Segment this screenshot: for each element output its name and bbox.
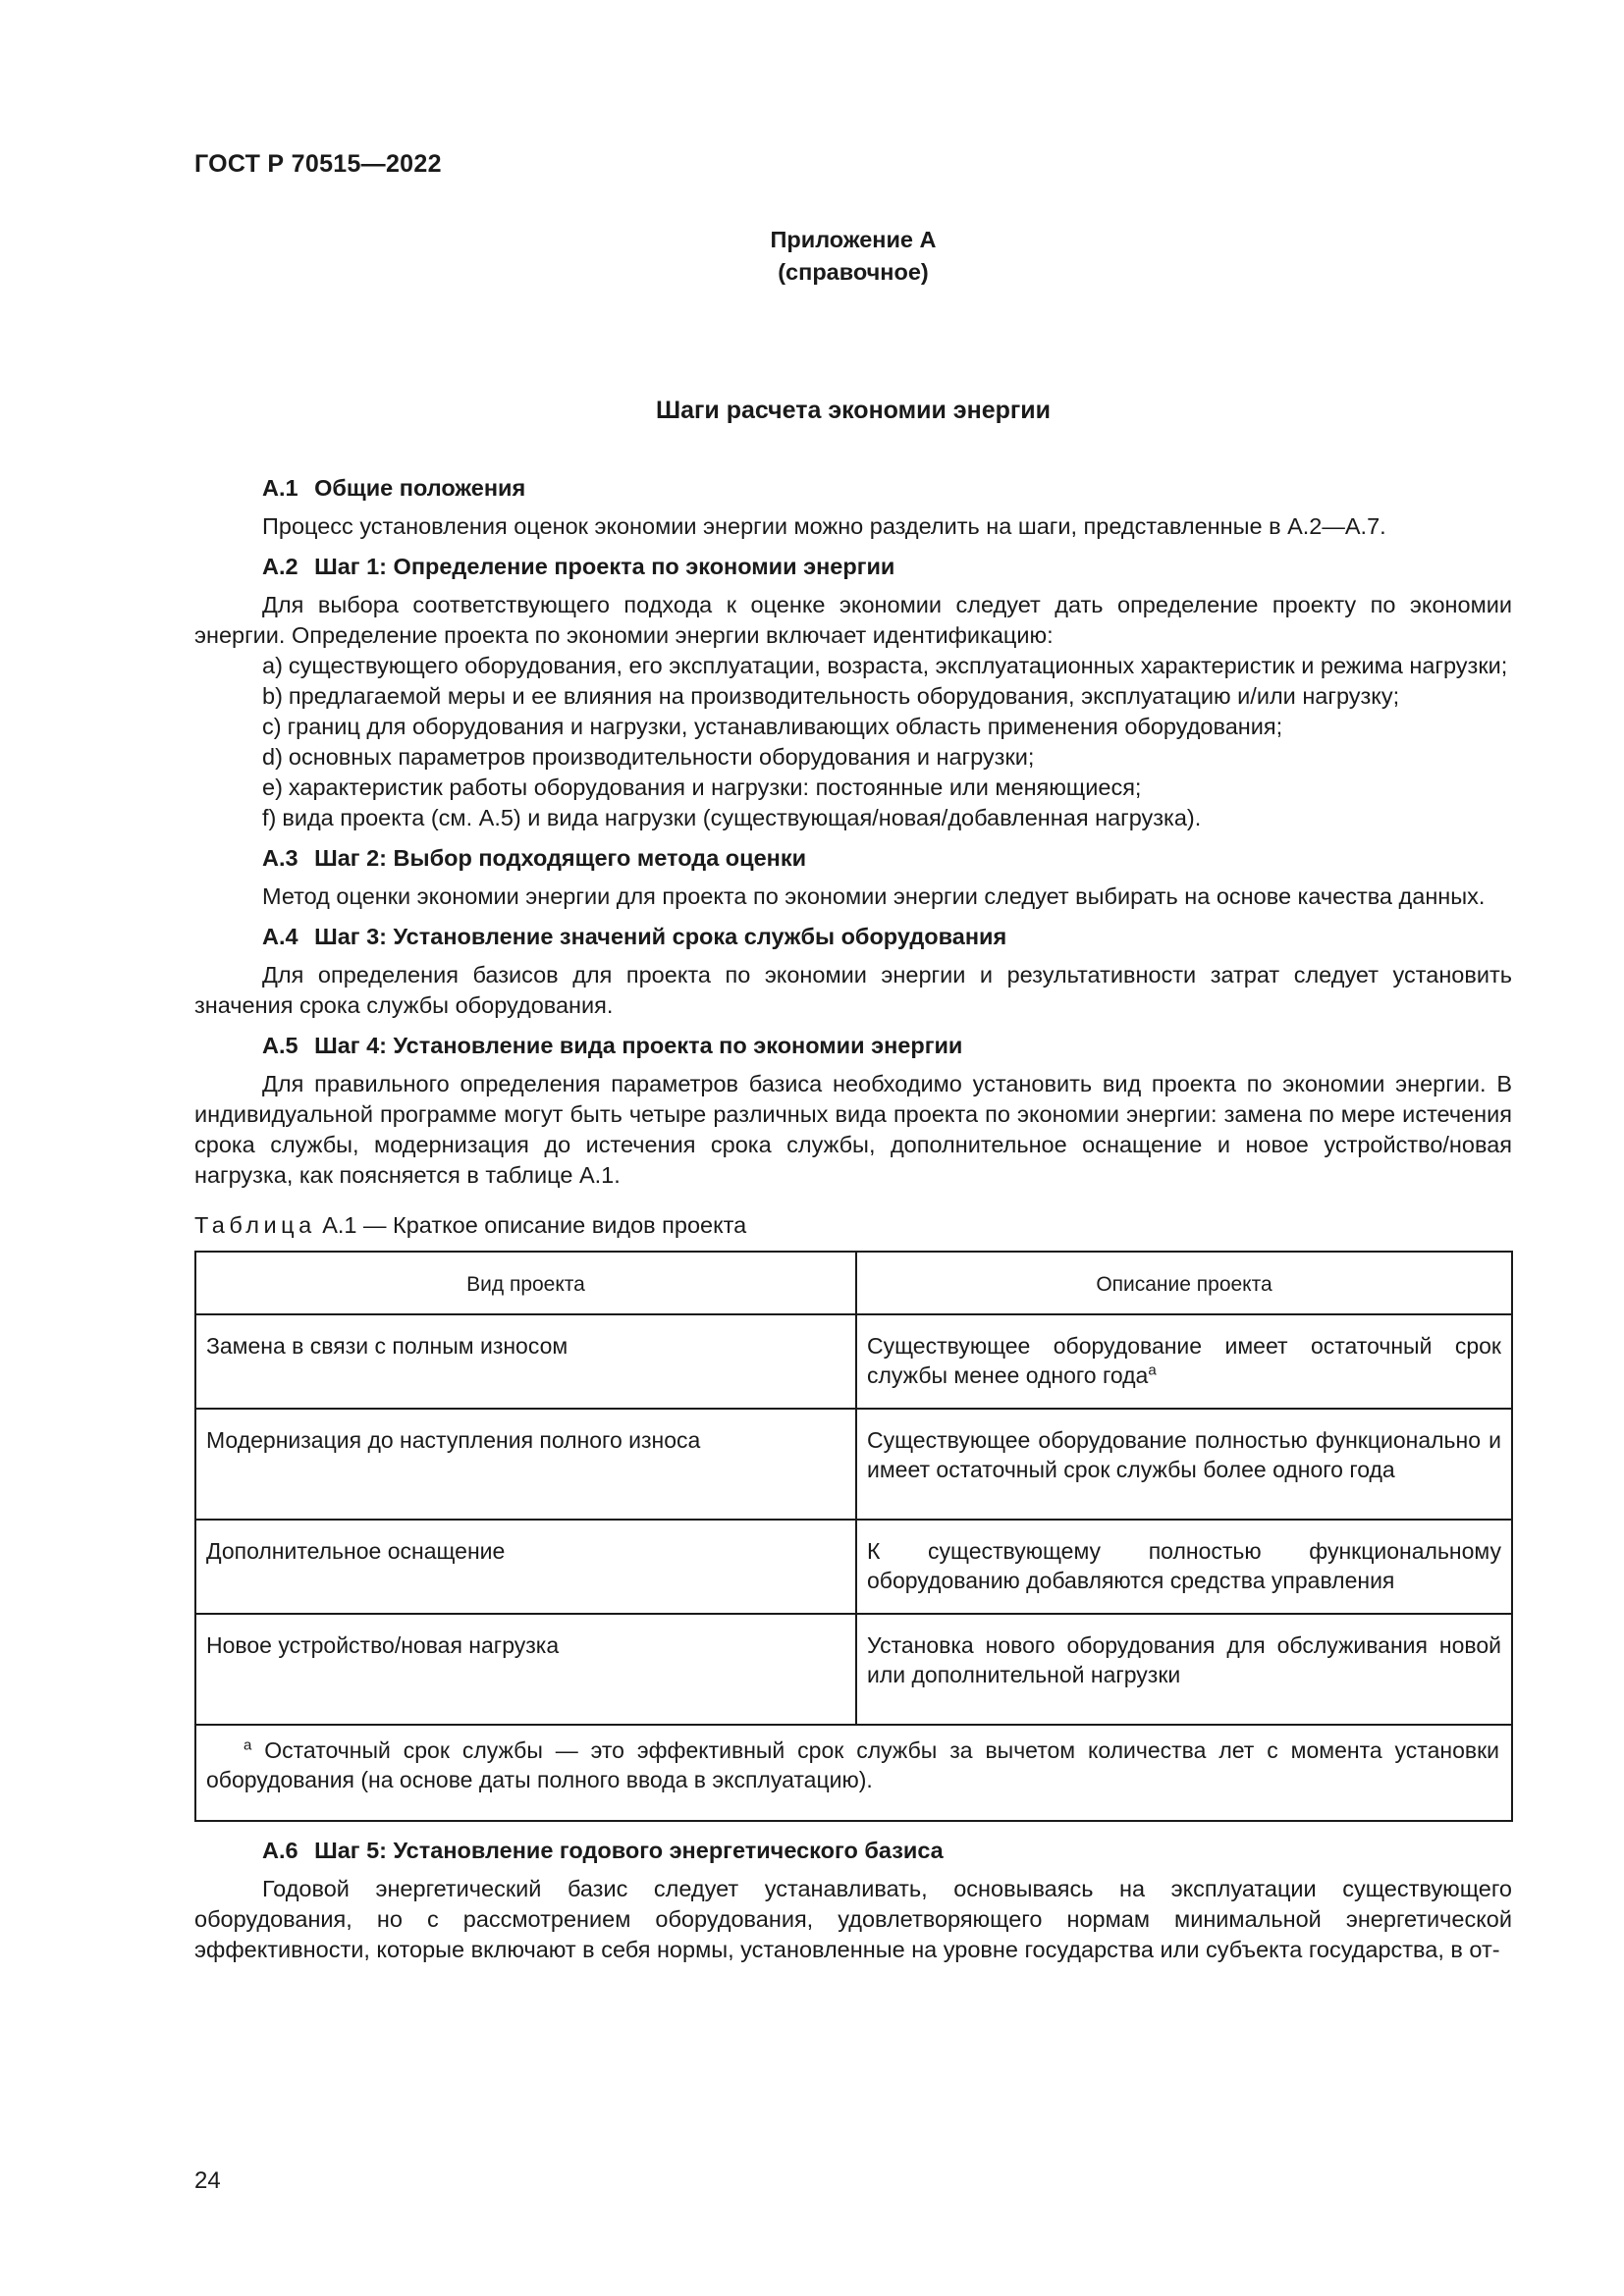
- table-caption-text: А.1 — Краткое описание видов проекта: [322, 1212, 747, 1238]
- section-a4-text: Для определения базисов для проекта по экономии энергии и результативности затрат следует установить значения срока службы оборудования.: [194, 962, 1512, 1018]
- list-item-label: а): [262, 653, 283, 678]
- table-cell-description: Существующее оборудование полностью функционально и имеет остаточный срок службы более одного года: [856, 1409, 1512, 1520]
- section-a3-text: Метод оценки экономии энергии для проекта по экономии энергии следует выбирать на основе качества данных.: [262, 883, 1486, 909]
- section-number: А.3: [262, 845, 298, 871]
- section-number: А.2: [262, 554, 298, 579]
- table-header-cell: Вид проекта: [195, 1252, 856, 1314]
- table-cell-description: Установка нового оборудования для обслуживания новой или дополнительной нагрузки: [856, 1614, 1512, 1725]
- description-text: Существующее оборудование имеет остаточный срок службы менее одного года: [867, 1333, 1501, 1388]
- footnote-mark: а: [244, 1736, 252, 1754]
- list-item: [194, 712, 1512, 742]
- list-item: [194, 742, 1512, 773]
- section-title: Шаг 3: Установление значений срока службы оборудования: [314, 924, 1007, 949]
- table-caption-word: Таблица: [194, 1212, 316, 1238]
- table-cell-type: Замена в связи с полным износом: [195, 1314, 856, 1409]
- list-item-text: вида проекта (см. А.5) и вида нагрузки (существующая/новая/добавленная нагрузка).: [282, 805, 1202, 830]
- section-a2-text: Для выбора соответствующего подхода к оценке экономии следует дать определение проекту по экономии энергии. Определение проекта по экономии энергии включает идентификацию:: [194, 592, 1512, 648]
- section-a4-heading: [194, 922, 1512, 952]
- table-cell-description: [856, 1314, 1512, 1409]
- list-item-text: основных параметров производительности оборудования и нагрузки;: [288, 744, 1035, 770]
- table-cell-type: Модернизация до наступления полного износа: [195, 1409, 856, 1520]
- annex-subtitle: (справочное): [778, 259, 929, 285]
- table-cell-type: Новое устройство/новая нагрузка: [195, 1614, 856, 1725]
- section-a1-text: Процесс установления оценок экономии энергии можно разделить на шаги, представленные в А.2—А.7.: [262, 513, 1386, 539]
- list-item-text: предлагаемой меры и ее влияния на производительность оборудования, эксплуатацию и/или нагрузку;: [288, 683, 1400, 709]
- page-number: 24: [194, 2167, 221, 2194]
- list-item: [194, 681, 1512, 712]
- main-title: Шаги расчета экономии энергии: [655, 397, 1052, 424]
- footnote-text: Остаточный срок службы — это эффективный срок службы за вычетом количества лет с момента установки оборудования (на основе даты полного ввода в эксплуатацию).: [206, 1737, 1499, 1792]
- table-cell-type: Дополнительное оснащение: [195, 1520, 856, 1614]
- list-item: [194, 651, 1512, 681]
- section-title: Общие положения: [314, 475, 526, 501]
- table-row: [195, 1409, 1512, 1520]
- section-number: А.5: [262, 1033, 298, 1058]
- table-footnote-row: [195, 1725, 1512, 1821]
- table-row: [195, 1614, 1512, 1725]
- section-title: Шаг 1: Определение проекта по экономии энергии: [314, 554, 895, 579]
- section-number: А.1: [262, 475, 298, 501]
- table-header-cell: Описание проекта: [856, 1252, 1512, 1314]
- annex-heading: [194, 224, 1512, 289]
- section-a2-heading: [194, 552, 1512, 582]
- section-a5-heading: [194, 1031, 1512, 1061]
- section-title: Шаг 2: Выбор подходящего метода оценки: [314, 845, 807, 871]
- footnote-ref: а: [1148, 1362, 1157, 1379]
- table-cell-description: К существующему полностью функциональному оборудованию добавляются средства управления: [856, 1520, 1512, 1614]
- list-item-label: d): [262, 744, 283, 770]
- list-item: [194, 773, 1512, 803]
- list-item-text: границ для оборудования и нагрузки, устанавливающих область применения оборудования;: [287, 714, 1283, 739]
- section-number: А.6: [262, 1838, 298, 1863]
- section-a5-text: Для правильного определения параметров базиса необходимо установить вид проекта по экономии энергии. В индивидуальной программе могут быть четыре различных вида проекта по экономии энергии: замена по мере истечения срока службы, модернизация до истечения срока службы, дополнительное оснащение и новое устройство/новая нагрузка, как поясняется в таблице А.1.: [194, 1071, 1512, 1188]
- project-types-table: [194, 1251, 1513, 1822]
- list-item-label: f): [262, 805, 277, 830]
- document-number: ГОСТ Р 70515—2022: [194, 150, 442, 178]
- table-caption: [194, 1210, 1512, 1241]
- list-item-label: b): [262, 683, 283, 709]
- document-body: [194, 473, 1512, 1965]
- list-item-label: c): [262, 714, 282, 739]
- section-number: А.4: [262, 924, 298, 949]
- annex-title: Приложение А: [770, 227, 937, 252]
- table-footnote: [195, 1725, 1512, 1821]
- section-title: Шаг 5: Установление годового энергетического базиса: [314, 1838, 944, 1863]
- table-header-row: [195, 1252, 1512, 1314]
- table-row: [195, 1314, 1512, 1409]
- section-a3-heading: [194, 843, 1512, 874]
- section-a6-text: Годовой энергетический базис следует устанавливать, основываясь на эксплуатации существующего оборудования, но с рассмотрением оборудования, удовлетворяющего нормам минимальной энергетической эффективности, которые включают в себя нормы, установленные на уровне государства или субъекта государства, в от-: [194, 1876, 1512, 1962]
- section-a1-heading: [194, 473, 1512, 504]
- list-item-text: существующего оборудования, его эксплуатации, возраста, эксплуатационных характеристик и режима нагрузки;: [288, 653, 1508, 678]
- list-item-text: характеристик работы оборудования и нагрузки: постоянные или меняющиеся;: [288, 774, 1142, 800]
- table-row: [195, 1520, 1512, 1614]
- section-title: Шаг 4: Установление вида проекта по экономии энергии: [314, 1033, 963, 1058]
- section-a2-list: [194, 651, 1512, 833]
- list-item-label: e): [262, 774, 283, 800]
- list-item: [194, 803, 1512, 833]
- section-a6-heading: [194, 1836, 1512, 1866]
